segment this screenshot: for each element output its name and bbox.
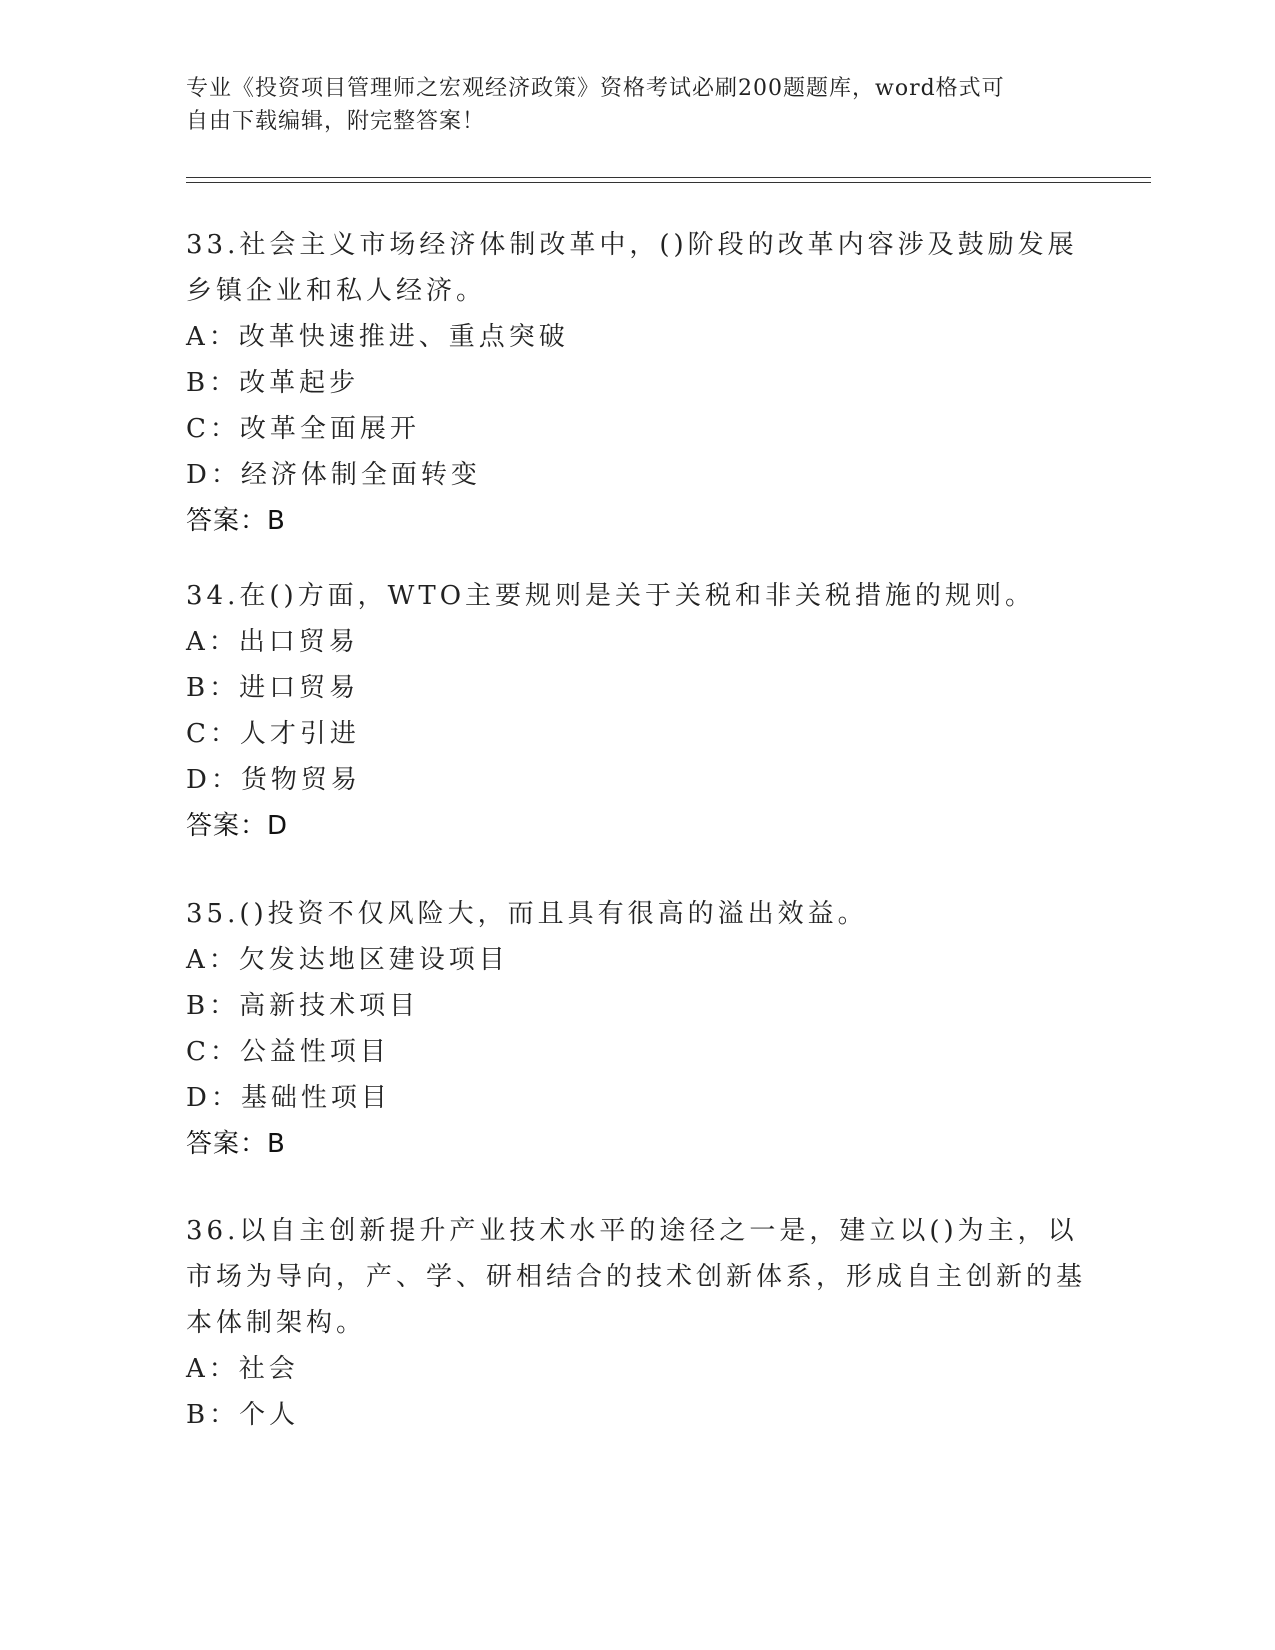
document-header: [186, 72, 1066, 138]
option-d: D：基础性项目: [186, 1083, 391, 1113]
option-d: D：货物贸易: [186, 765, 361, 795]
answer: 答案：B: [186, 506, 286, 536]
option-c: C：改革全面展开: [186, 414, 420, 444]
option-b: B：改革起步: [186, 368, 360, 398]
option-b: B：进口贸易: [186, 673, 360, 703]
header-title-line-1: 专业《投资项目管理师之宏观经济政策》资格考试必刷200题题库，word格式可: [186, 76, 1005, 101]
question-34: [186, 573, 1086, 849]
option-a: A：改革快速推进、重点突破: [186, 322, 569, 352]
question-36: [186, 1208, 1086, 1438]
question-stem: 36.以自主创新提升产业技术水平的途径之一是，建立以()为主，以市场为导向，产、学、研相结合的技术创新体系，形成自主创新的基本体制架构。: [186, 1216, 1087, 1338]
question-stem: 33.社会主义市场经济体制改革中，()阶段的改革内容涉及鼓励发展乡镇企业和私人经济。: [186, 230, 1078, 306]
option-d: D：经济体制全面转变: [186, 460, 481, 490]
header-title-line-2: 自由下载编辑，附完整答案！: [186, 109, 486, 134]
answer: 答案：B: [186, 1129, 286, 1159]
option-a: A：欠发达地区建设项目: [186, 945, 509, 975]
option-a: A：出口贸易: [186, 627, 359, 657]
option-c: C：人才引进: [186, 719, 360, 749]
option-b: B：高新技术项目: [186, 991, 420, 1021]
question-33: [186, 222, 1086, 544]
question-stem: 35.()投资不仅风险大，而且具有很高的溢出效益。: [186, 899, 868, 929]
answer: 答案：D: [186, 811, 289, 841]
header-divider: [186, 177, 1151, 183]
question-stem: 34.在()方面，WTO主要规则是关于关税和非关税措施的规则。: [186, 581, 1036, 611]
question-35: [186, 891, 1086, 1167]
option-c: C：公益性项目: [186, 1037, 390, 1067]
option-a: A：社会: [186, 1354, 299, 1384]
option-b: B：个人: [186, 1400, 300, 1430]
